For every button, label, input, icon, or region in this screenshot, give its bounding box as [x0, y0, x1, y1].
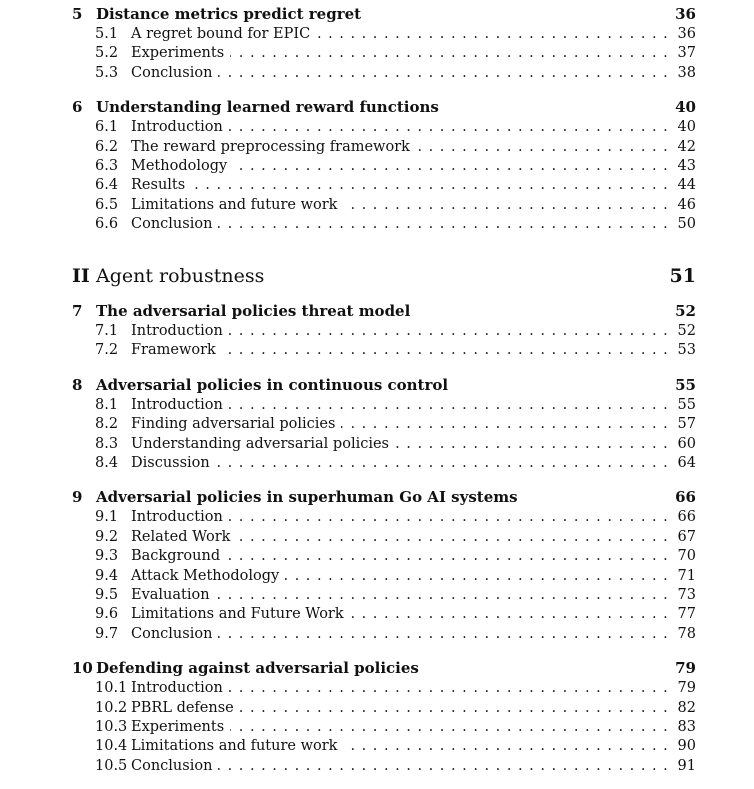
entry-number: 9.5	[95, 587, 119, 603]
entry-number: 9	[72, 488, 83, 507]
entry-title: Introduction	[131, 678, 229, 698]
dot-leader	[343, 195, 668, 215]
toc-section-entry[interactable]	[0, 414, 754, 434]
entry-number: 6.1	[95, 119, 119, 136]
dot-leader	[226, 546, 668, 566]
entry-page: 38	[677, 64, 696, 81]
dot-leader	[218, 214, 668, 234]
entry-title: Introduction	[131, 395, 229, 415]
toc-section-entry[interactable]	[0, 137, 754, 157]
entry-title: Discussion	[131, 453, 216, 473]
toc-section-entry[interactable]	[0, 736, 754, 756]
entry-title: Experiments	[131, 43, 230, 63]
part-page: 51	[669, 265, 696, 287]
dot-leader	[230, 717, 668, 737]
entry-page: 55	[675, 375, 696, 394]
entry-number: 6.6	[95, 216, 119, 233]
dot-leader	[218, 624, 668, 644]
toc-section-entry[interactable]	[0, 395, 754, 415]
entry-page: 53	[677, 342, 696, 359]
dot-leader	[233, 156, 668, 176]
entry-title: Related Work	[131, 527, 236, 547]
entry-title: Experiments	[131, 717, 230, 737]
toc-section-entry[interactable]	[0, 117, 754, 137]
entry-page: 44	[677, 177, 696, 194]
dot-leader	[395, 434, 668, 454]
entry-page: 36	[677, 26, 696, 42]
toc-chapter-entry[interactable]	[0, 4, 754, 24]
dot-leader	[216, 453, 668, 473]
entry-number: 8.1	[95, 396, 119, 413]
toc-chapter-entry[interactable]	[0, 487, 754, 507]
entry-title: PBRL defense	[131, 698, 240, 718]
dot-leader	[229, 321, 668, 341]
dot-leader	[218, 756, 668, 776]
toc-section-entry[interactable]	[0, 527, 754, 547]
entry-page: 82	[677, 699, 696, 716]
dot-leader	[218, 63, 668, 83]
entry-page: 71	[677, 567, 696, 584]
entry-page: 83	[677, 719, 696, 735]
dot-leader	[229, 117, 668, 137]
entry-page: 43	[677, 158, 696, 174]
dot-leader	[285, 566, 668, 586]
dot-leader	[236, 527, 668, 547]
entry-page: 52	[677, 323, 696, 339]
toc-chapter-entry[interactable]	[0, 301, 754, 321]
entry-number: 5.1	[95, 26, 119, 42]
dot-leader	[230, 43, 668, 63]
toc-section-entry[interactable]	[0, 175, 754, 195]
entry-number: 9.4	[95, 567, 119, 584]
entry-number: 10.4	[95, 738, 128, 755]
entry-number: 9.1	[95, 509, 119, 526]
entry-title: Understanding learned reward functions	[96, 97, 445, 117]
entry-number: 6.5	[95, 196, 119, 213]
entry-page: 66	[675, 488, 696, 507]
part-title: Agent robustness	[96, 263, 270, 289]
entry-number: 9.7	[95, 625, 119, 642]
part-number: II	[72, 265, 90, 287]
toc-section-entry[interactable]	[0, 507, 754, 527]
entry-title: Attack Methodology	[131, 566, 285, 586]
toc-section-entry[interactable]	[0, 604, 754, 624]
entry-page: 42	[677, 138, 696, 155]
dot-leader	[341, 414, 668, 434]
entry-number: 9.3	[95, 548, 119, 565]
entry-page: 64	[677, 455, 696, 471]
entry-page: 57	[677, 416, 696, 433]
toc-chapter-entry[interactable]	[0, 97, 754, 117]
toc-section-entry[interactable]	[0, 678, 754, 698]
entry-number: 8	[72, 375, 83, 394]
entry-number: 10.2	[95, 699, 128, 716]
entry-page: 78	[677, 625, 696, 642]
entry-title: Background	[131, 546, 226, 566]
entry-page: 70	[677, 548, 696, 565]
entry-title: Introduction	[131, 507, 229, 527]
entry-number: 8.4	[95, 455, 119, 471]
entry-page: 40	[677, 119, 696, 136]
entry-page: 55	[677, 396, 696, 413]
entry-title: Distance metrics predict regret	[96, 4, 367, 24]
toc-section-entry[interactable]	[0, 698, 754, 718]
dot-leader	[191, 175, 668, 195]
toc-section-entry[interactable]	[0, 453, 754, 473]
entry-page: 79	[675, 659, 696, 678]
entry-title: Conclusion	[131, 624, 218, 644]
entry-number: 6	[72, 98, 83, 117]
entry-title: A regret bound for EPIC	[131, 24, 316, 44]
toc-section-entry[interactable]	[0, 195, 754, 215]
dot-leader	[416, 137, 668, 157]
dot-leader	[343, 736, 668, 756]
entry-number: 6.2	[95, 138, 119, 155]
entry-number: 7.2	[95, 342, 119, 359]
dot-leader	[229, 678, 668, 698]
entry-title: The adversarial policies threat model	[96, 301, 416, 321]
entry-number: 10	[72, 659, 93, 678]
entry-title: Adversarial policies in superhuman Go AI systems	[96, 487, 524, 507]
entry-title: Understanding adversarial policies	[131, 434, 395, 454]
entry-page: 66	[677, 509, 696, 526]
dot-leader	[229, 507, 668, 527]
entry-title: Conclusion	[131, 756, 218, 776]
entry-page: 67	[677, 528, 696, 545]
entry-number: 5.3	[95, 64, 119, 81]
dot-leader	[222, 340, 668, 360]
entry-title: Conclusion	[131, 63, 218, 83]
entry-title: Results	[131, 175, 191, 195]
entry-number: 10.1	[95, 680, 128, 697]
dot-leader	[240, 698, 668, 718]
entry-page: 37	[677, 45, 696, 62]
entry-title: Introduction	[131, 321, 229, 341]
toc-section-entry[interactable]	[0, 756, 754, 776]
entry-page: 73	[677, 587, 696, 603]
entry-title: Methodology	[131, 156, 233, 176]
toc-section-entry[interactable]	[0, 156, 754, 176]
entry-title: Framework	[131, 340, 222, 360]
entry-page: 40	[675, 98, 696, 117]
entry-page: 50	[677, 216, 696, 233]
entry-title: Adversarial policies in continuous control	[96, 375, 454, 395]
entry-title: The reward preprocessing framework	[131, 137, 416, 157]
entry-title: Finding adversarial policies	[131, 414, 341, 434]
toc-section-entry[interactable]	[0, 566, 754, 586]
toc-section-entry[interactable]	[0, 717, 754, 737]
entry-number: 8.3	[95, 435, 119, 452]
toc-section-entry[interactable]	[0, 63, 754, 83]
entry-page: 90	[677, 738, 696, 755]
entry-number: 5	[72, 5, 83, 23]
entry-title: Evaluation	[131, 585, 216, 605]
toc-section-entry[interactable]	[0, 340, 754, 360]
entry-title: Limitations and future work	[131, 736, 343, 756]
entry-page: 77	[677, 606, 696, 623]
toc-section-entry[interactable]	[0, 24, 754, 44]
entry-number: 10.3	[95, 719, 128, 735]
entry-number: 7.1	[95, 323, 119, 339]
entry-number: 6.4	[95, 177, 119, 194]
toc-section-entry[interactable]	[0, 624, 754, 644]
entry-number: 7	[72, 302, 83, 320]
entry-number: 5.2	[95, 45, 119, 62]
entry-title: Defending against adversarial policies	[96, 658, 425, 678]
toc-section-entry[interactable]	[0, 43, 754, 63]
entry-number: 6.3	[95, 158, 119, 174]
entry-page: 36	[675, 5, 696, 23]
entry-number: 9.2	[95, 528, 119, 545]
entry-page: 91	[677, 757, 696, 774]
entry-title: Limitations and Future Work	[131, 604, 350, 624]
toc-section-entry[interactable]	[0, 434, 754, 454]
dot-leader	[350, 604, 668, 624]
entry-number: 10.5	[95, 757, 128, 774]
entry-page: 79	[677, 680, 696, 697]
entry-page: 46	[677, 196, 696, 213]
entry-number: 8.2	[95, 416, 119, 433]
toc-chapter-entry[interactable]	[0, 658, 754, 678]
entry-page: 52	[675, 302, 696, 320]
toc-section-entry[interactable]	[0, 214, 754, 234]
toc-section-entry[interactable]	[0, 321, 754, 341]
entry-number: 9.6	[95, 606, 119, 623]
entry-title: Limitations and future work	[131, 195, 343, 215]
dot-leader	[229, 395, 668, 415]
toc-section-entry[interactable]	[0, 585, 754, 605]
toc-part-entry[interactable]	[0, 263, 754, 289]
dot-leader	[216, 585, 668, 605]
entry-page: 60	[677, 435, 696, 452]
entry-title: Introduction	[131, 117, 229, 137]
toc-chapter-entry[interactable]	[0, 375, 754, 395]
dot-leader	[316, 24, 668, 44]
toc-section-entry[interactable]	[0, 546, 754, 566]
entry-title: Conclusion	[131, 214, 218, 234]
